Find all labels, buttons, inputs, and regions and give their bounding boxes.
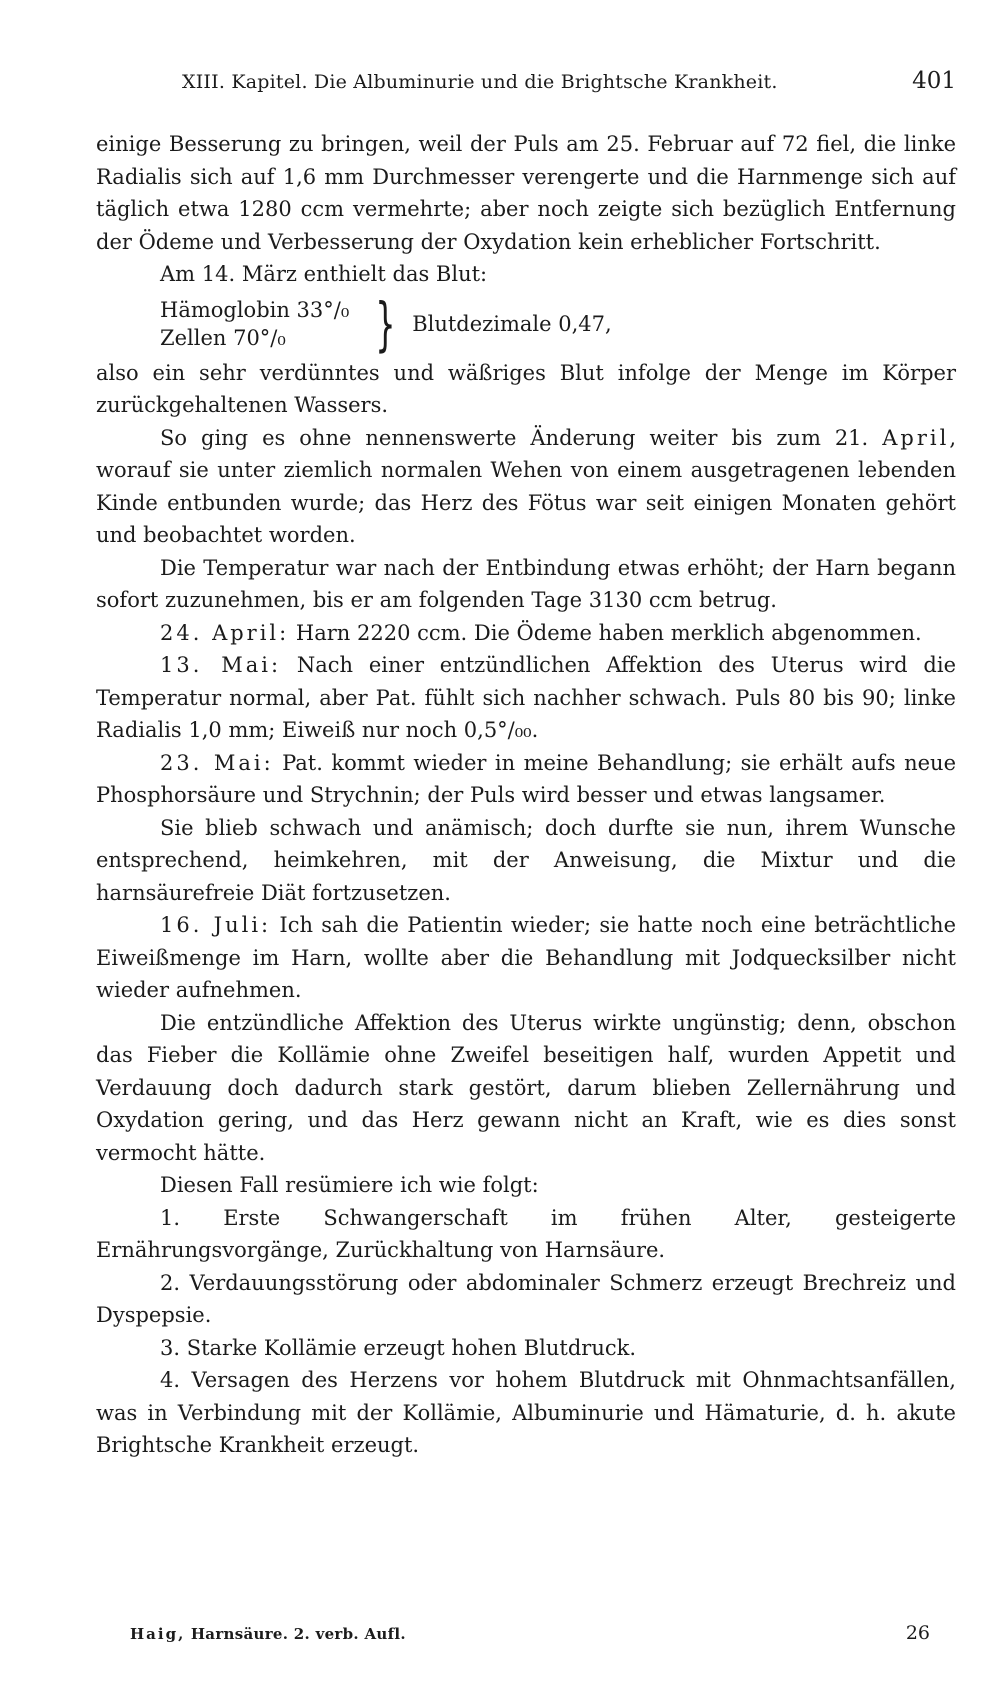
running-header (182, 68, 956, 94)
paragraph: Diesen Fall resümiere ich wie folgt: (160, 1173, 539, 1197)
paragraph: Die entzündliche Affektion des Uterus wirkte ungünstig; denn, obschon das Fieber die Kollämie ohne Zweifel beseitigen half, wurden Appetit und Verdauung doch dadurch stark gestört, darum blieben Zellernährung und Oxydation gering, und das Herz gewann nicht an Kraft, wie es dies sonst vermocht hätte. (96, 1010, 956, 1165)
paragraph: Sie blieb schwach und anämisch; doch durfte sie nun, ihrem Wunsche entsprechend, heimkehren, mit der Anweisung, die Mixtur und die harnsäurefreie Diät fortzusetzen. (96, 815, 956, 905)
signature-mark: 26 (905, 1622, 930, 1644)
text-run: Harn 2220 ccm. Die Ödeme haben merklich abgenommen. (289, 620, 922, 645)
text-run: Ich sah die Patientin wieder; sie hatte noch eine beträchtliche Eiweißmenge im Harn, wollte aber die Behandlung mit Jodquecksilber nicht wieder aufnehmen. (96, 913, 956, 1002)
paragraph (96, 649, 956, 747)
paragraph (96, 909, 956, 1007)
spaced-date: April (882, 425, 950, 450)
summary-item: 4. Versagen des Herzens vor hohem Blutdruck mit Ohnmachtsanfällen, was in Verbindung mit der Kollämie, Albuminurie und Hämaturie, d. h. akute Brightsche Krankheit erzeugt. (96, 1368, 956, 1457)
body-text (96, 128, 956, 1462)
page-footer (130, 1622, 930, 1644)
summary-item: 2. Verdauungsstörung oder abdominaler Schmerz erzeugt Brechreiz und Dyspepsie. (96, 1270, 956, 1327)
spaced-date: 23. Mai: (160, 750, 274, 775)
paragraph: also ein sehr verdünntes und wäßriges Blut infolge der Menge im Körper zurückgehaltenen Wassers. (96, 360, 956, 417)
text-run: So ging es ohne nennenswerte Änderung weiter bis zum 21. (160, 425, 869, 450)
blood-decimal-value: Blutdezimale 0,47, (412, 311, 612, 336)
haemoglobin-value: Hämoglobin 33°/₀ (160, 297, 350, 322)
text-run: Nach einer entzündlichen Affektion des Uterus wird die Temperatur normal, aber Pat. fühlt sich nachher schwach. Puls 80 bis 90; linke Radialis 1,0 mm; Eiweiß nur noch 0,5°/₀₀. (96, 653, 956, 742)
curly-brace-icon: } (375, 289, 396, 358)
running-title: XIII. Kapitel. Die Albuminurie und die Brightsche Krankheit. (182, 71, 778, 93)
text-run: Pat. kommt wieder in meine Behandlung; sie erhält aufs neue Phosphorsäure und Strychnin; der Puls wird besser und etwas langsamer. (96, 750, 956, 807)
cells-value: Zellen 70°/₀ (160, 325, 286, 350)
paragraph (96, 617, 956, 650)
text-run: , worauf sie unter ziemlich normalen Wehen von einem ausgetragenen lebenden Kinde entbunden wurde; das Herz des Fötus war seit einigen Monaten gehört und beobachtet worden. (96, 425, 956, 547)
spaced-date: 16. Juli: (160, 913, 272, 937)
footer-title: Harnsäure. 2. verb. Aufl. (185, 1625, 406, 1643)
paragraph (96, 747, 956, 812)
paragraph: Die Temperatur war nach der Entbindung etwas erhöht; der Harn begann sofort zuzunehmen, bis er am folgenden Tage 3130 ccm betrug. (96, 555, 956, 612)
paragraph: Am 14. März enthielt das Blut: (160, 262, 488, 286)
spaced-date: 13. Mai: (160, 653, 282, 677)
blood-values-formula (160, 291, 956, 357)
summary-item: 1. Erste Schwangerschaft im frühen Alter, gesteigerte Ernährungsvorgänge, Zurückhaltung von Harnsäure. (96, 1205, 956, 1262)
paragraph (96, 422, 956, 552)
footer-author: Haig, (130, 1625, 186, 1643)
footer-imprint (130, 1625, 406, 1643)
paragraph: einige Besserung zu bringen, weil der Puls am 25. Februar auf 72 fiel, die linke Radialis sich auf 1,6 mm Durchmesser verengerte und die Harnmenge sich auf täglich etwa 1280 ccm vermehrte; aber noch zeigte sich bezüglich Entfernung der Ödeme und Verbesserung der Oxydation kein erheblicher Fortschritt. (96, 132, 956, 254)
page-number: 401 (912, 68, 956, 94)
summary-item: 3. Starke Kollämie erzeugt hohen Blutdruck. (160, 1335, 637, 1360)
spaced-date: 24. April: (160, 620, 290, 645)
